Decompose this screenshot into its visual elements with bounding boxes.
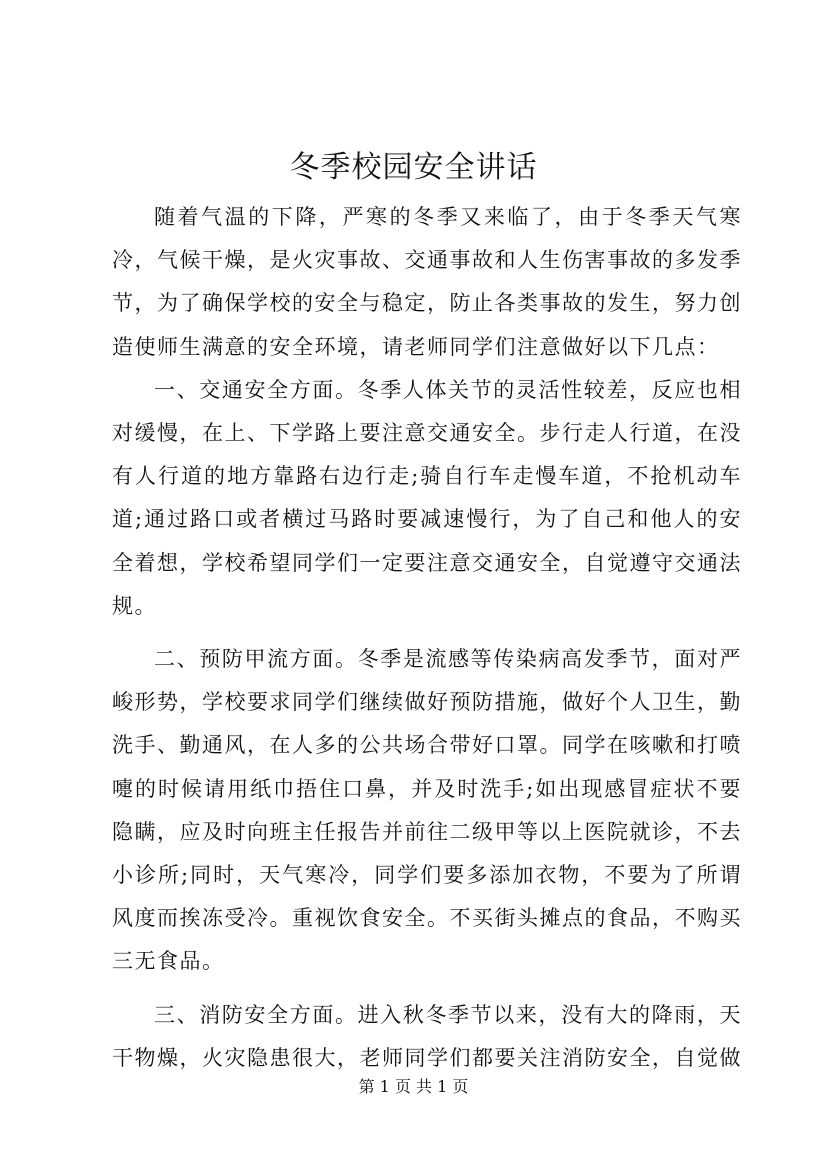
paragraph-traffic-safety: 一、交通安全方面。冬季人体关节的灵活性较差，反应也相对缓慢，在上、下学路上要注意交通安全。步行走人行道，在没有人行道的地方靠路右边行走;骑自行车走慢车道，不抢机动车道;通过路口或者横过马路时要减速慢行，为了自己和他人的安全着想，学校希望同学们一定要注意交通安全，自觉遵守交通法规。 xyxy=(112,377,742,618)
page-number-footer: 第 1 页 共 1 页 xyxy=(358,1077,469,1096)
document-body xyxy=(112,196,742,1080)
document-title: 冬季校园安全讲话 xyxy=(289,150,538,185)
paragraph-intro: 随着气温的下降，严寒的冬季又来临了，由于冬季天气寒冷，气候干燥，是火灾事故、交通事故和人生伤害事故的多发季节，为了确保学校的安全与稳定，防止各类事故的发生，努力创造使师生满意的安全环境，请老师同学们注意做好以下几点： xyxy=(112,205,742,359)
paragraph-flu-prevention: 二、预防甲流方面。冬季是流感等传染病高发季节，面对严峻形势，学校要求同学们继续做好预防措施，做好个人卫生，勤洗手、勤通风，在人多的公共场合带好口罩。同学在咳嗽和打喷嚏的时候请用纸巾捂住口鼻，并及时洗手;如出现感冒症状不要隐瞒，应及时向班主任报告并前往二级甲等以上医院就诊，不去小诊所;同时，天气寒冷，同学们要多添加衣物，不要为了所谓风度而挨冻受冷。重视饮食安全。不买街头摊点的食品，不购买三无食品。 xyxy=(112,647,742,974)
paragraph-gap xyxy=(112,628,742,638)
paragraph-gap xyxy=(112,984,742,994)
paragraph-fire-safety: 三、消防安全方面。进入秋冬季节以来，没有大的降雨，天干物燥，火灾隐患很大，老师同学们都要关注消防安全，自觉做 xyxy=(112,1002,742,1070)
